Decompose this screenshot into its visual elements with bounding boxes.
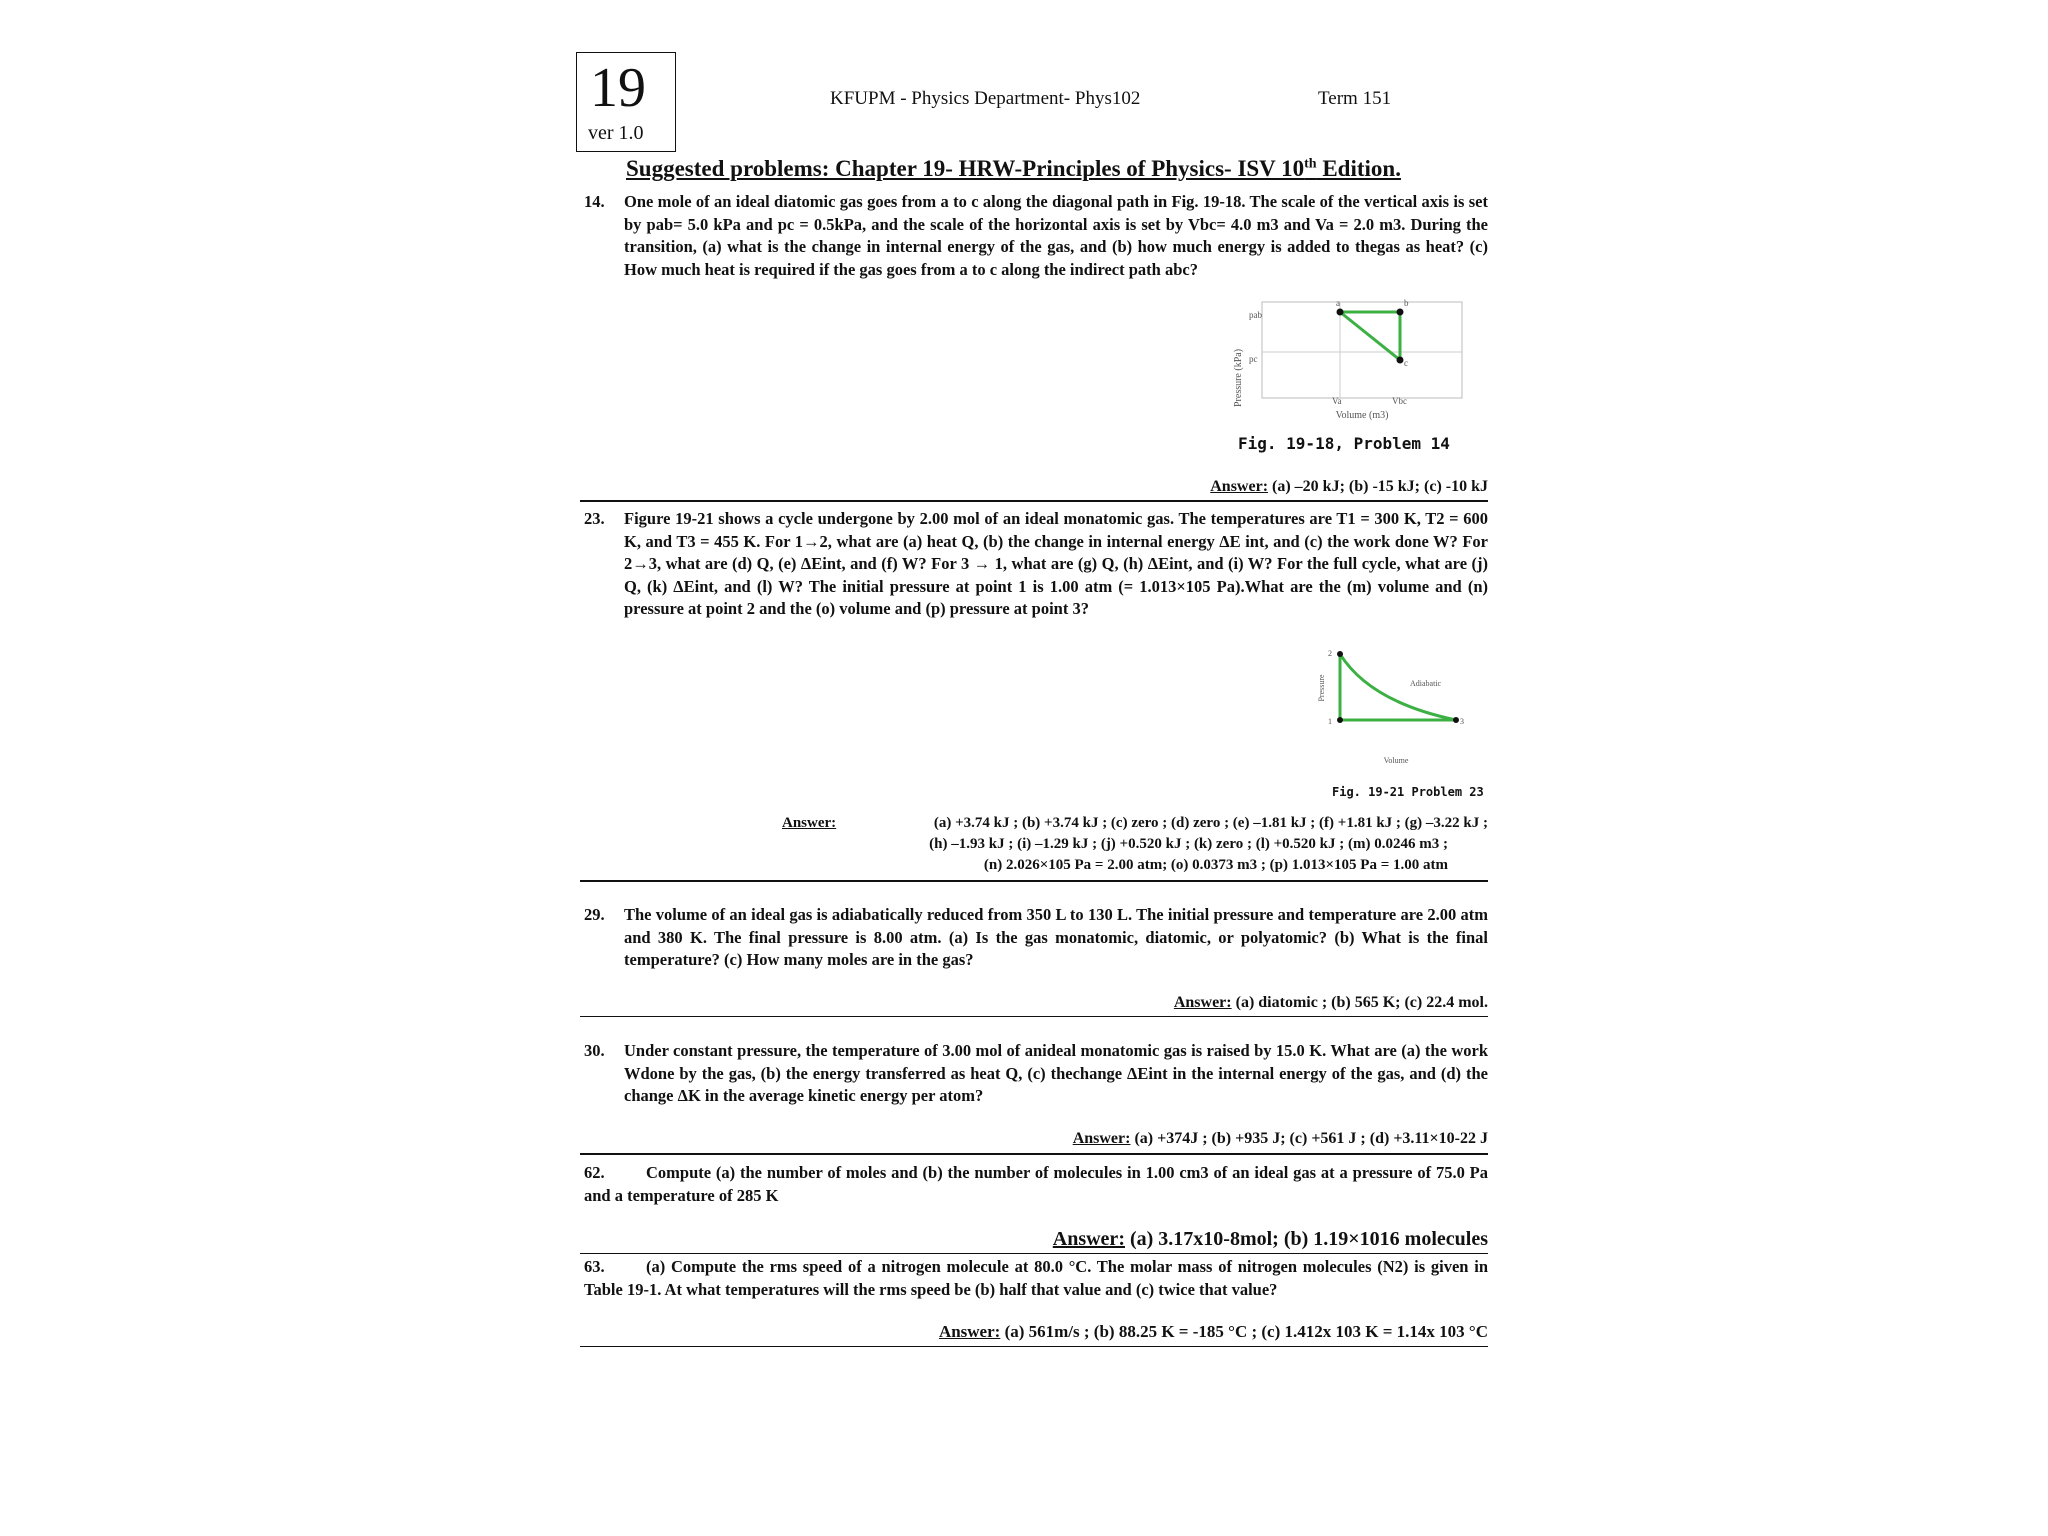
fig1921-point-2-label: 2 [1328,649,1332,658]
fig1918-point-b [1397,309,1404,316]
answer-29: Answer: (a) diatomic ; (b) 565 K; (c) 22.4 mol. [1173,994,1488,1011]
answer-62: Answer: (a) 3.17x10-8mol; (b) 1.19×1016 molecules [1052,1228,1488,1250]
fig1918-ylabel: Pressure (kPa) [1233,348,1244,408]
answer-63: Answer: (a) 561m/s ; (b) 88.25 K = -185 °C ; (c) 1.412x 103 K = 1.14x 103 °C [938,1322,1488,1341]
divider [580,880,1488,882]
fig1918-va-label: Va [1332,396,1342,406]
problem-23 [584,508,1488,621]
fig1918-point-c [1397,357,1404,364]
problem-63 [584,1256,1488,1301]
problem-text: (a) Compute the rms speed of a nitrogen molecule at 80.0 °C. The molar mass of nitrogen molecules (N2) is given in Table 19-1. At what temperatures will the rms speed be (b) half that value and (c) twice that value? [584,1257,1488,1299]
fig1918-pc-label: pc [1249,354,1258,364]
problem-number: 62. [584,1163,605,1182]
answer-text: (a) –20 kJ; (b) -15 kJ; (c) -10 kJ [1272,478,1488,495]
fig1918-xlabel: Volume (m3) [1335,410,1389,421]
fig1918-point-c-label: c [1404,358,1408,368]
answer-label-23: Answer: [782,815,837,831]
problem-text: Compute (a) the number of moles and (b) the number of molecules in 1.00 cm3 of an ideal gas at a pressure of 75.0 Pa and a temperature of 285 K [584,1163,1488,1205]
answer-label: Answer: [1210,478,1269,495]
fig1918-vbc-label: Vbc [1392,396,1407,406]
answer-23-line-2: (h) –1.93 kJ ; (i) –1.29 kJ ; (j) +0.520 kJ ; (k) zero ; (l) +0.520 kJ ; (m) 0.0246 m3 ; [929,836,1448,852]
problem-text: Figure 19-21 shows a cycle undergone by 2.00 mol of an ideal monatomic gas. The temperatures are T1 = 300 K, T2 = 600 K, and T3 = 455 K. For 1→2, what are (a) heat Q, (b) the change in internal energy ΔE int, and (c) the work done W? For 2→3, what are (d) Q, (e) ΔEint, and (f) W? For 3 → 1, what are (g) Q, (h) ΔEint, and (i) W? For the full cycle, what are (j) Q, (k) ΔEint, and (l) W? The initial pressure at point 1 is 1.00 atm (= 1.013×105 Pa).What are the (m) volume and (n) pressure at point 2 and the (o) volume and (p) pressure at point 3? [624,509,1488,618]
fig1921-xlabel: Volume [1383,756,1409,765]
chapter-number: 19 [590,57,646,119]
problem-text: The volume of an ideal gas is adiabatically reduced from 350 L to 130 L. The initial pressure and temperature are 2.00 atm and 380 K. The final pressure is 8.00 atm. (a) Is the gas monatomic, diatomic, or polyatomic? (b) What is the final temperature? (c) How many moles are in the gas? [624,905,1488,969]
fig1918-point-b-label: b [1404,298,1409,308]
problem-30 [584,1040,1488,1108]
problem-text: One mole of an ideal diatomic gas goes from a to c along the diagonal path in Fig. 19-18. The scale of the vertical axis is set by pab= 5.0 kPa and pc = 0.5kPa, and the scale of the horizontal axis is set by Vbc= 4.0 m3 and Va = 2.0 m3. During the transition, (a) what is the change in internal energy of the gas, and (b) how much energy is added to thegas as heat? (c) How much heat is required if the gas goes from a to c along the indirect path abc? [624,192,1488,279]
problem-14 [584,191,1488,281]
figure-caption-19-18: Fig. 19-18, Problem 14 [1238,434,1450,453]
divider [580,1153,1488,1155]
problem-number: 14. [584,192,605,211]
fig1921-adiabatic-label: Adiabatic [1410,679,1442,688]
fig1921-point-2 [1337,651,1343,657]
fig1921-point-3-label: 3 [1460,717,1464,726]
answer-30: Answer: (a) +374J ; (b) +935 J; (c) +561 J ; (d) +3.11×10-22 J [1072,1130,1488,1147]
fig1921-point-3 [1453,717,1459,723]
divider [580,500,1488,502]
fig1918-path-ac [1340,312,1400,360]
figure-caption-19-21: Fig. 19-21 Problem 23 [1332,785,1484,799]
fig1918-point-a [1337,309,1344,316]
fig1918-point-a-label: a [1336,298,1340,308]
page-title: Suggested problems: Chapter 19- HRW-Principles of Physics- ISV 10th Edition. [626,156,1401,181]
problem-number: 30. [584,1041,605,1060]
divider [580,1346,1488,1347]
problem-number: 23. [584,509,605,528]
divider [580,1016,1488,1017]
fig1918-pab-label: pab [1249,310,1262,320]
problem-number: 63. [584,1257,605,1276]
fig1921-ylabel: Pressure [1317,674,1326,702]
version-label: ver 1.0 [588,122,644,144]
figure-19-21 [1310,640,1470,765]
fig1918-plot-area [1262,302,1462,398]
fig1921-point-1-label: 1 [1328,717,1332,726]
problem-number: 29. [584,905,605,924]
problem-text: Under constant pressure, the temperature of 3.00 mol of anideal monatomic gas is raised by 15.0 K. What are (a) the work Wdone by the gas, (b) the energy transferred as heat Q, (c) thechange ΔEint in the internal energy of the gas, and (d) the change ΔK in the average kinetic energy per atom? [624,1041,1488,1105]
problem-62 [584,1162,1488,1207]
course-header: KFUPM - Physics Department- Phys102 [830,88,1141,109]
answer-23-line-3: (n) 2.026×105 Pa = 2.00 atm; (o) 0.0373 m3 ; (p) 1.013×105 Pa = 1.00 atm [983,857,1448,873]
answer-23-line-1: (a) +3.74 kJ ; (b) +3.74 kJ ; (c) zero ; (d) zero ; (e) –1.81 kJ ; (f) +1.81 kJ ; (g) –3.22 kJ ; [933,815,1488,831]
problem-29 [584,904,1488,972]
answer-14 [1210,478,1488,496]
fig1921-point-1 [1337,717,1343,723]
figure-19-18 [1224,292,1474,422]
term-label: Term 151 [1318,88,1392,109]
divider [580,1253,1488,1254]
